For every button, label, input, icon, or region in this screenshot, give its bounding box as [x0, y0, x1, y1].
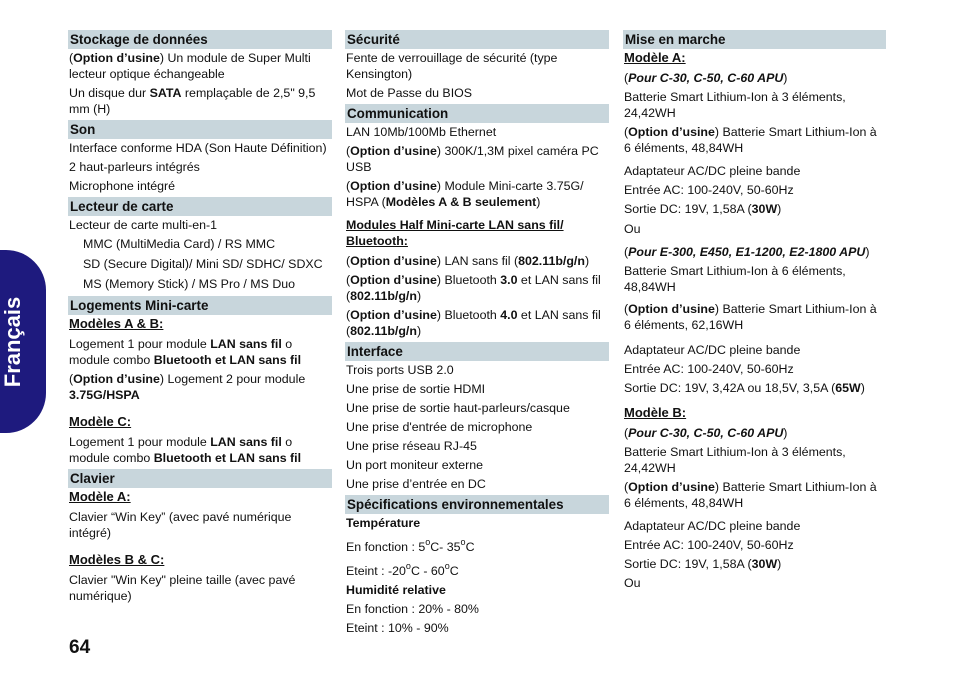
card-type-ms: MS (Memory Stick) / MS Pro / MS Duo [83, 277, 296, 291]
interface-item: Une prise de sortie HDMI [346, 382, 486, 396]
column-right [623, 30, 886, 594]
humidity-operating: En fonction : 20% - 80% [346, 602, 479, 616]
subheading-model-a: Modèle A: [624, 50, 686, 65]
interface-item: Une prise d'entrée de microphone [346, 420, 533, 434]
adapter-line: Adaptateur AC/DC pleine bande [624, 164, 801, 178]
dc-output: Sortie DC: 19V, 1,58A (30W) [624, 557, 782, 571]
interface-item: Un port moniteur externe [346, 458, 484, 472]
section-heading-clavier: Clavier [68, 469, 332, 488]
subheading-model-b: Modèle B: [624, 405, 687, 420]
section-heading-lecteur: Lecteur de carte [68, 197, 332, 216]
security-lock-slot: Fente de verrouillage de sécurité (type Kensington) [346, 51, 558, 81]
temperature-label: Température [346, 516, 421, 530]
slot-1-c: Logement 1 pour module LAN sans fil o module combo Bluetooth et LAN sans fil [69, 435, 302, 465]
interface-item: Trois ports USB 2.0 [346, 363, 454, 377]
apu-group-1: (Pour C-30, C-50, C-60 APU) [624, 426, 788, 440]
comm-lan: LAN 10Mb/100Mb Ethernet [346, 125, 497, 139]
subheading-wlan-modules: Modules Half Mini-carte LAN sans fil/ Bluetooth: [346, 218, 564, 248]
temp-operating: En fonction : 5$^o$C- 35$^o$C [346, 537, 475, 554]
comm-camera: (Option d’usine) 300K/1,3M pixel caméra PC USB [346, 144, 599, 174]
section-heading-communication: Communication [345, 104, 609, 123]
column-middle [345, 30, 609, 639]
keyboard-models-b-c: Clavier "Win Key" pleine taille (avec pavé numérique) [69, 573, 296, 603]
son-hda: Interface conforme HDA (Son Haute Définition) [69, 141, 327, 155]
son-microphone: Microphone intégré [69, 179, 176, 193]
or-separator: Ou [624, 222, 641, 236]
humidity-off: Eteint : 10% - 90% [346, 621, 449, 635]
card-reader-line: Lecteur de carte multi-en-1 [69, 218, 218, 232]
section-heading-logements: Logements Mini-carte [68, 296, 332, 315]
subheading-model-a: Modèle A: [69, 489, 131, 504]
battery-3-cell: Batterie Smart Lithium-Ion à 3 éléments, 24,42WH [624, 445, 846, 475]
battery-6-cell-62-option: (Option d’usine) Batterie Smart Lithium-Ion à 6 éléments, 62,16WH [624, 302, 877, 332]
section-heading-son: Son [68, 120, 332, 139]
card-type-sd: SD (Secure Digital)/ Mini SD/ SDHC/ SDXC [83, 257, 323, 271]
battery-3-cell: Batterie Smart Lithium-Ion à 3 éléments, 24,42WH [624, 90, 846, 120]
son-speakers: 2 haut-parleurs intégrés [69, 160, 200, 174]
temp-off: Eteint : -20$^o$C - 60$^o$C [346, 561, 459, 578]
interface-item: Une prise de sortie haut-parleurs/casque [346, 401, 570, 415]
dc-output-65w: Sortie DC: 19V, 3,42A ou 18,5V, 3,5A (65W) [624, 381, 865, 395]
adapter-line: Adaptateur AC/DC pleine bande [624, 519, 801, 533]
wlan-option-2: (Option d’usine) Bluetooth 3.0 et LAN sans fil (802.11b/g/n) [346, 273, 601, 303]
wlan-option-3: (Option d’usine) Bluetooth 4.0 et LAN sans fil (802.11b/g/n) [346, 308, 601, 338]
subheading-model-c: Modèle C: [69, 414, 132, 429]
column-left [68, 30, 332, 607]
dc-output: Sortie DC: 19V, 1,58A (30W) [624, 202, 782, 216]
card-type-mmc: MMC (MultiMedia Card) / RS MMC [83, 237, 276, 251]
stockage-optical-drive: (Option d’usine) Un module de Super Multi lecteur optique échangeable [69, 51, 311, 81]
or-separator: Ou [624, 576, 641, 590]
section-heading-environment: Spécifications environnementales [345, 495, 609, 514]
language-tab-label: Français [0, 296, 25, 388]
keyboard-model-a: Clavier “Win Key” (avec pavé numérique intégré) [69, 510, 292, 540]
humidity-label: Humidité relative [346, 583, 446, 597]
apu-group-2: (Pour E-300, E450, E1-1200, E2-1800 APU) [624, 245, 870, 259]
apu-group-1: (Pour C-30, C-50, C-60 APU) [624, 71, 788, 85]
stockage-hdd: Un disque dur SATA remplaçable de 2,5" 9,5 mm (H) [69, 86, 316, 116]
ac-input: Entrée AC: 100-240V, 50-60Hz [624, 538, 794, 552]
ac-input: Entrée AC: 100-240V, 50-60Hz [624, 183, 794, 197]
adapter-line: Adaptateur AC/DC pleine bande [624, 343, 801, 357]
slot-1-a-b: Logement 1 pour module LAN sans fil o module combo Bluetooth et LAN sans fil [69, 337, 302, 367]
comm-3g-module: (Option d’usine) Module Mini-carte 3.75G/ HSPA (Modèles A & B seulement) [346, 179, 584, 209]
slot-2-a-b: (Option d’usine) Logement 2 pour module 3.75G/HSPA [69, 372, 306, 402]
factory-option-label: Option d’usine [73, 51, 160, 65]
section-heading-securite: Sécurité [345, 30, 609, 49]
interface-item: Une prise d’entrée en DC [346, 477, 486, 491]
section-heading-power: Mise en marche [623, 30, 886, 49]
battery-6-cell-option: (Option d’usine) Batterie Smart Lithium-Ion à 6 éléments, 48,84WH [624, 480, 877, 510]
ac-input: Entrée AC: 100-240V, 50-60Hz [624, 362, 794, 376]
battery-6-cell-option: (Option d’usine) Batterie Smart Lithium-Ion à 6 éléments, 48,84WH [624, 125, 877, 155]
page-number: 64 [69, 637, 91, 658]
battery-6-cell: Batterie Smart Lithium-Ion à 6 éléments, 48,84WH [624, 264, 846, 294]
subheading-models-b-c: Modèles B & C: [69, 552, 165, 567]
section-heading-stockage: Stockage de données [68, 30, 332, 49]
subheading-models-a-b: Modèles A & B: [69, 316, 164, 331]
security-bios-password: Mot de Passe du BIOS [346, 86, 473, 100]
interface-item: Une prise réseau RJ-45 [346, 439, 477, 453]
section-heading-interface: Interface [345, 342, 609, 361]
wlan-option-1: (Option d’usine) LAN sans fil (802.11b/g/n) [346, 254, 590, 268]
